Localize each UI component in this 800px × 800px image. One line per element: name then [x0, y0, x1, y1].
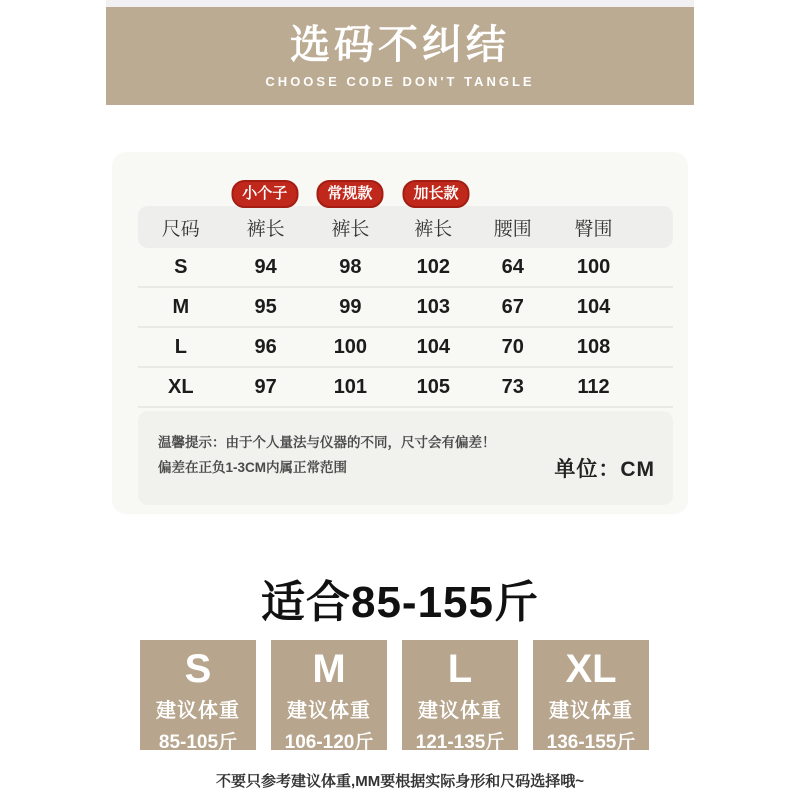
weight-box — [140, 640, 256, 753]
table-row — [138, 248, 673, 288]
value-cell: 100 — [333, 335, 368, 358]
value-cell: 73 — [501, 375, 524, 398]
column-header: 尺码 — [161, 218, 200, 240]
size-cell: XL — [168, 375, 194, 398]
weight-box — [533, 640, 649, 753]
value-cell: 104 — [576, 295, 611, 318]
weight-box-range: 85-105斤 — [158, 732, 238, 753]
value-cell: 96 — [254, 335, 277, 358]
value-cell: 100 — [576, 255, 611, 278]
table-row — [138, 368, 673, 408]
variant-badge: 加长款 — [402, 180, 469, 208]
value-cell: 95 — [254, 295, 277, 318]
value-cell: 70 — [501, 335, 524, 358]
banner — [106, 7, 694, 105]
size-table-card — [112, 152, 688, 514]
weight-box-label: 建议体重 — [549, 700, 633, 722]
variant-badge: 常规款 — [316, 180, 383, 208]
variant-badge: 小个子 — [231, 180, 298, 208]
value-cell: 112 — [577, 375, 610, 398]
size-cell: S — [174, 255, 188, 278]
notice-line2: 偏差在正负1-3CM内属正常范围 — [158, 459, 348, 475]
value-cell: 103 — [416, 295, 450, 318]
value-cell: 102 — [416, 255, 450, 278]
value-cell: 101 — [333, 375, 368, 398]
table-body — [138, 248, 673, 408]
value-cell: 94 — [254, 255, 277, 278]
fit-title: 适合85-155斤 — [260, 578, 539, 627]
weight-box — [271, 640, 387, 753]
weight-box-size: L — [447, 647, 473, 691]
column-header: 臀围 — [574, 218, 613, 240]
column-header: 裤长 — [331, 218, 370, 240]
weight-box — [402, 640, 518, 753]
table-row — [138, 288, 673, 328]
value-cell: 104 — [416, 335, 450, 358]
weight-boxes — [140, 640, 649, 753]
column-header: 裤长 — [414, 218, 453, 240]
value-cell: 67 — [501, 295, 524, 318]
weight-box-range: 121-135斤 — [415, 732, 505, 753]
weight-box-label: 建议体重 — [418, 700, 502, 722]
weight-box-label: 建议体重 — [156, 700, 240, 722]
weight-box-size: S — [184, 647, 212, 691]
notice-box — [138, 411, 673, 505]
unit-label: 单位：CM — [554, 458, 655, 481]
banner-subtitle: CHOOSE CODE DON'T TANGLE — [265, 74, 535, 89]
table-row — [138, 328, 673, 368]
column-header: 腰围 — [493, 218, 532, 240]
table-header-row — [138, 206, 673, 248]
badges-row — [138, 180, 673, 206]
value-cell: 97 — [254, 375, 277, 398]
banner-title: 选码不纠结 — [290, 23, 510, 67]
top-strip — [106, 0, 694, 7]
notice-line1: 温馨提示：由于个人量法与仪器的不同，尺寸会有偏差！ — [158, 435, 496, 450]
value-cell: 105 — [416, 375, 450, 398]
value-cell: 64 — [501, 255, 524, 278]
value-cell: 98 — [339, 255, 362, 278]
column-header: 裤长 — [246, 218, 285, 240]
size-cell: L — [174, 335, 187, 358]
weight-box-range: 136-155斤 — [546, 732, 636, 753]
weight-box-label: 建议体重 — [287, 700, 371, 722]
size-table — [138, 180, 673, 505]
caption: 不要只参考建议体重,MM要根据实际身形和尺码选择哦~ — [216, 773, 584, 790]
value-cell: 108 — [576, 335, 611, 358]
value-cell: 99 — [339, 295, 362, 318]
weight-box-range: 106-120斤 — [284, 732, 374, 753]
weight-box-size: XL — [565, 647, 617, 691]
weight-box-size: M — [312, 647, 346, 691]
size-cell: M — [172, 295, 190, 318]
